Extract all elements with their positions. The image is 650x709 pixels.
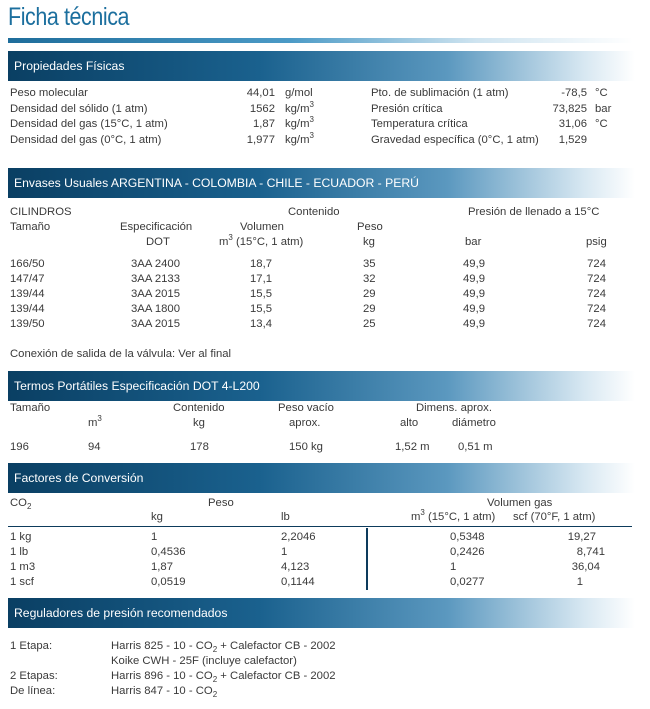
prop-label: Presión crítica <box>371 103 443 115</box>
prop-value: 73,825 <box>552 103 587 115</box>
col-header: $m^3$ (15°C, 1 atm) <box>219 233 304 248</box>
factores-header-bar <box>8 463 635 493</box>
cell-m3: 1 <box>450 561 457 573</box>
regulator-value: Harris $825 - 10 - CO_2$ + Calefactor CB - 2002 <box>111 640 336 654</box>
col-header: Tamaño <box>10 402 51 414</box>
table-divider <box>8 526 632 527</box>
factores-header: Factores de Conversión <box>14 471 144 485</box>
cell-scf: 8,741 <box>576 546 605 558</box>
cell-kg: 178 <box>190 441 209 453</box>
prop-value: 31,06 <box>558 118 587 130</box>
prop-label: Temperatura crítica <box>371 118 468 130</box>
regulator-label: 2 Etapas: <box>10 670 58 682</box>
cell-bar: 49,9 <box>463 273 485 285</box>
cell-scf: 1 <box>576 576 583 588</box>
cell-label: 1 m3 <box>10 561 36 573</box>
col-header: psig <box>586 236 607 248</box>
regulator-value: Koike CWH - 25F (incluye calefactor) <box>111 655 297 667</box>
cell-tamano: 147/47 <box>10 273 45 285</box>
cell-psig: 724 <box>587 318 606 330</box>
cell-psig: 724 <box>587 303 606 315</box>
prop-value: 1,87 <box>253 118 275 130</box>
cell-tamano: 166/50 <box>10 258 45 270</box>
cell-volumen: 15,5 <box>250 288 272 300</box>
prop-label: Densidad del sólido (1 atm) <box>10 103 148 115</box>
cell-peso: 32 <box>363 273 376 285</box>
col-header: aprox. <box>289 417 321 429</box>
cell-peso: 35 <box>363 258 376 270</box>
cell-tamano: 196 <box>10 441 29 453</box>
cell-psig: 724 <box>587 273 606 285</box>
regulator-value: Harris $896 - 10 - CO_2$ + Calefactor CB - 2002 <box>111 670 336 684</box>
cell-psig: 724 <box>587 258 606 270</box>
col-header: kg <box>151 511 163 523</box>
prop-label: Gravedad específica (0°C, 1 atm) <box>371 134 539 146</box>
reguladores-header-bar <box>8 598 635 628</box>
cell-volumen: 13,4 <box>250 318 272 330</box>
prop-unit: bar <box>595 103 612 115</box>
cell-tamano: 139/44 <box>10 303 45 315</box>
regulator-label: 1 Etapa: <box>10 640 53 652</box>
cell-alto: 1,52 m <box>395 441 430 453</box>
reguladores-header: Reguladores de presión recomendados <box>14 606 228 620</box>
cell-m3: 94 <box>88 441 101 453</box>
col-header: Tamaño <box>10 221 51 233</box>
cell-lb: 1 <box>281 546 288 558</box>
page-title: Ficha técnica <box>8 3 130 31</box>
cell-label: 1 lb <box>10 546 29 558</box>
cell-volumen: 15,5 <box>250 303 272 315</box>
termos-header-bar <box>8 371 635 401</box>
prop-value: -78,5 <box>561 87 587 99</box>
prop-label: Pto. de sublimación (1 atm) <box>371 87 509 99</box>
cell-psig: 724 <box>587 288 606 300</box>
cell-scf: 36,04 <box>571 561 600 573</box>
col-header: alto <box>400 417 419 429</box>
cell-kg: 0,0519 <box>151 576 186 588</box>
col-header: Contenido <box>288 206 340 218</box>
cell-bar: 49,9 <box>463 318 485 330</box>
prop-unit: g/mol <box>285 87 313 99</box>
envases-header: Envases Usuales ARGENTINA - COLOMBIA - CHILE - ECUADOR - PERÚ <box>14 176 419 190</box>
prop-value: 44,01 <box>246 87 275 99</box>
cell-scf: 19,27 <box>567 531 596 543</box>
props-header: Propiedades Físicas <box>14 59 125 73</box>
cell-diametro: 0,51 m <box>458 441 493 453</box>
col-header: diámetro <box>452 417 496 429</box>
prop-unit: °C <box>595 118 608 130</box>
cell-volumen: 18,7 <box>250 258 272 270</box>
col-header: Contenido <box>173 402 225 414</box>
props-header-bar <box>8 51 635 81</box>
prop-value: 1,977 <box>246 134 275 146</box>
valve-note: Conexión de salida de la válvula: Ver al final <box>10 348 232 360</box>
cell-espec: 3AA 2015 <box>131 318 180 330</box>
cell-espec: 3AA 2133 <box>131 273 180 285</box>
cell-espec: 3AA 1800 <box>131 303 180 315</box>
col-header: scf (70°F, 1 atm) <box>513 511 596 523</box>
cell-peso: 29 <box>363 288 376 300</box>
col-header: lb <box>281 511 290 523</box>
col-header: kg <box>193 417 205 429</box>
cell-peso: 29 <box>363 303 376 315</box>
cell-bar: 49,9 <box>463 303 485 315</box>
col-header: bar <box>465 236 482 248</box>
cell-tamano: 139/50 <box>10 318 45 330</box>
cell-espec: 3AA 2015 <box>131 288 180 300</box>
col-header: kg <box>363 236 375 248</box>
col-header: DOT <box>146 236 170 248</box>
cell-m3: 0,5348 <box>450 531 485 543</box>
prop-value: 1,529 <box>558 134 587 146</box>
title-rule <box>8 38 633 43</box>
cell-espec: 3AA 2400 <box>131 258 180 270</box>
col-header: Presión de llenado a 15°C <box>468 206 600 218</box>
envases-header-bar <box>8 168 635 198</box>
col-header: Volumen <box>240 221 284 233</box>
prop-unit: $kg/m^3$ <box>285 115 314 130</box>
col-header: Peso <box>208 497 234 509</box>
cell-kg: 1,87 <box>151 561 173 573</box>
table-divider-vertical <box>366 528 368 590</box>
cell-lb: 0,1144 <box>281 576 315 588</box>
col-header: $m^3$ (15°C, 1 atm) <box>411 508 496 523</box>
cell-label: 1 scf <box>10 576 34 588</box>
prop-unit: $kg/m^3$ <box>285 100 314 115</box>
prop-label: Densidad del gas (0°C, 1 atm) <box>10 134 162 146</box>
col-header: Peso <box>357 221 383 233</box>
col-header: $m^3$ <box>88 414 102 429</box>
prop-label: Peso molecular <box>10 87 88 99</box>
col-header: Especificación <box>120 221 193 233</box>
prop-value: 1562 <box>249 103 275 115</box>
regulator-label: De línea: <box>10 685 56 697</box>
cell-lb: 2,2046 <box>281 531 316 543</box>
regulator-value: Harris $847 - 10 - CO_2$ <box>111 685 218 699</box>
prop-unit: °C <box>595 87 608 99</box>
col-header: CILINDROS <box>10 206 72 218</box>
cell-m3: 0,0277 <box>450 576 485 588</box>
cell-lb: 4,123 <box>281 561 310 573</box>
col-header: Dimens. aprox. <box>416 402 492 414</box>
cell-tamano: 139/44 <box>10 288 45 300</box>
cell-bar: 49,9 <box>463 288 485 300</box>
col-header: Volumen gas <box>487 497 553 509</box>
cell-kg: 1 <box>151 531 158 543</box>
cell-kg: 0,4536 <box>151 546 186 558</box>
termos-header: Termos Portátiles Especificación DOT 4-L200 <box>14 379 260 393</box>
cell-peso: 25 <box>363 318 376 330</box>
col-header: Peso vacío <box>278 402 334 414</box>
cell-peso: 150 kg <box>289 441 323 453</box>
cell-label: 1 kg <box>10 531 32 543</box>
prop-unit: $kg/m^3$ <box>285 131 314 146</box>
col-header: $CO_2$ <box>10 497 32 511</box>
cell-m3: 0,2426 <box>450 546 485 558</box>
prop-label: Densidad del gas (15°C, 1 atm) <box>10 118 168 130</box>
cell-bar: 49,9 <box>463 258 485 270</box>
cell-volumen: 17,1 <box>250 273 272 285</box>
